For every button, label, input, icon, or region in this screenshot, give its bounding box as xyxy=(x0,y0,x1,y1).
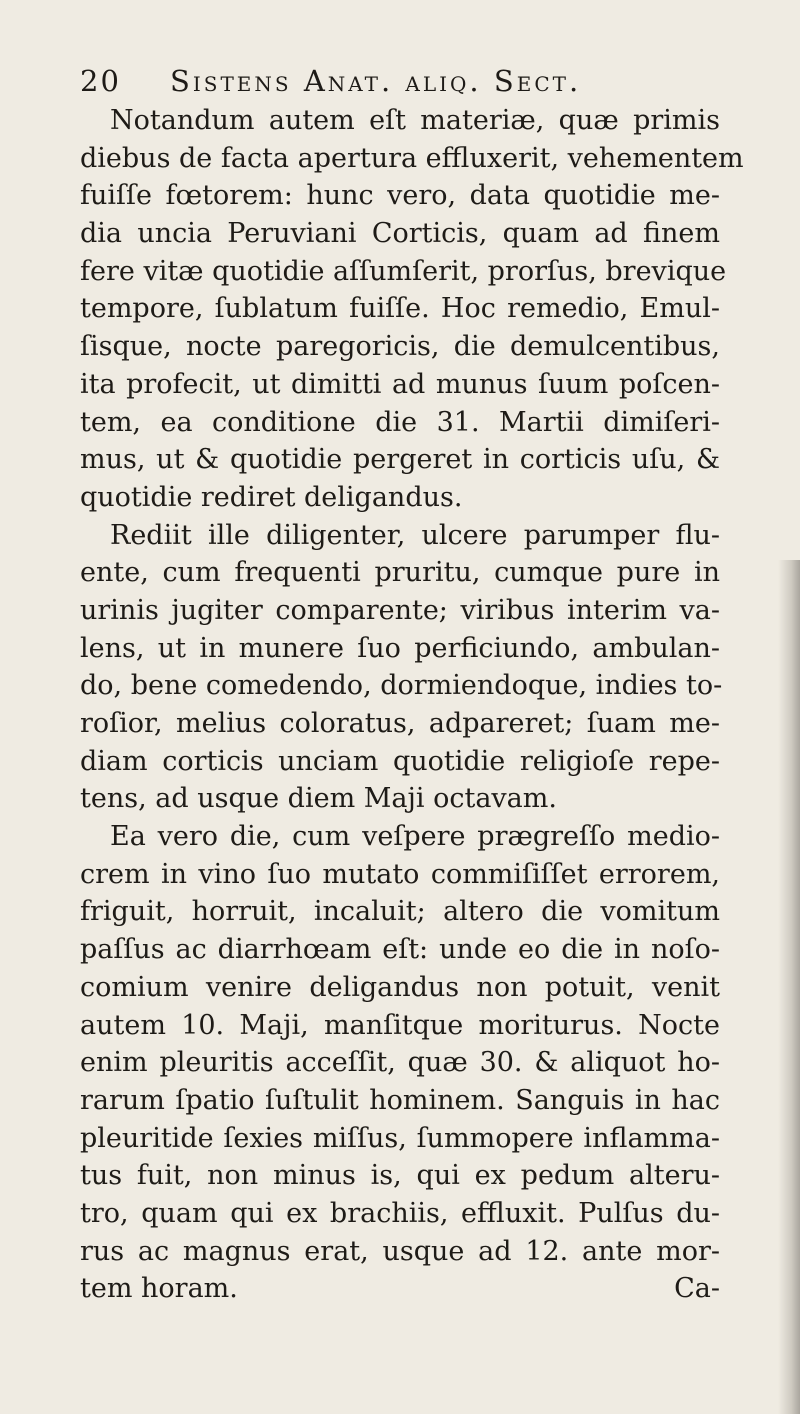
text-line: rus ac magnus erat, usque ad 12. ante mor- xyxy=(80,1235,720,1267)
text-line: Notandum autem eſt materiæ, quæ primis xyxy=(110,105,720,136)
text-line: tem, ea conditione die 31. Martii dimiſeri- xyxy=(80,406,720,438)
running-title: Sistens Anat. aliq. Sect. xyxy=(170,64,582,98)
text-line: do, bene comedendo, dormiendoque, indies to- xyxy=(80,670,723,702)
text-line: Ea vero die, cum veſpere prægreſſo medio- xyxy=(110,821,720,853)
text-line: diebus de facta apertura effluxerit, vehementem xyxy=(80,142,744,174)
text-line: friguit, horruit, incaluit; altero die vomitum xyxy=(80,896,720,928)
text-line: pleuritide ſexies miſſus, ſummopere inflamma- xyxy=(80,1122,720,1154)
text-line: paſſus ac diarrhœam eſt: unde eo die in noſo- xyxy=(80,934,720,966)
text-line: fere vitæ quotidie aſſumſerit, prorſus, brevique xyxy=(80,255,727,287)
text-line: rarum ſpatio ſuſtulit hominem. Sanguis in hac xyxy=(80,1084,720,1116)
text-line: tens, ad usque diem Maji octavam. xyxy=(80,783,557,815)
text-line: tus fuit, non minus is, qui ex pedum alteru- xyxy=(80,1160,720,1192)
body-text xyxy=(80,102,744,1308)
page-edge-shadow xyxy=(778,560,800,1414)
text-line: tro, quam qui ex brachiis, effluxit. Pulſus du- xyxy=(80,1197,720,1229)
running-header xyxy=(80,64,720,104)
text-line: fuiſſe fœtorem: hunc vero, data quotidie me- xyxy=(80,180,720,212)
text-line: urinis jugiter comparente; viribus interim va- xyxy=(80,594,720,626)
text-line: roſior, melius coloratus, adpareret; ſuam me- xyxy=(80,708,720,739)
text-line: diam corticis unciam quotidie religioſe repe- xyxy=(80,745,720,777)
text-line: lens, ut in munere ſuo perficiundo, ambulan- xyxy=(80,632,720,664)
text-line: comium venire deligandus non potuit, venit xyxy=(80,971,720,1003)
text-line: tem horam. xyxy=(80,1273,238,1305)
text-line: tempore, ſublatum fuiſſe. Hoc remedio, Emul- xyxy=(80,293,720,325)
text-line: enim pleuritis acceſſit, quæ 30. & aliquot ho- xyxy=(80,1047,720,1079)
catchword: Ca- xyxy=(674,1273,720,1305)
page-number: 20 xyxy=(80,64,121,98)
text-line: mus, ut & quotidie pergeret in corticis uſu, & xyxy=(80,444,720,476)
text-line: crem in vino ſuo mutato commiſiſſet errorem, xyxy=(80,858,720,890)
text-line: quotidie rediret deligandus. xyxy=(80,481,463,513)
text-line: dia uncia Peruviani Corticis, quam ad finem xyxy=(80,218,720,250)
text-line: ſisque, nocte paregoricis, die demulcentibus, xyxy=(80,331,720,363)
text-line: Rediit ille diligenter, ulcere parumper flu- xyxy=(110,519,720,551)
text-line: autem 10. Maji, manſitque moriturus. Nocte xyxy=(80,1009,720,1041)
text-line: ente, cum frequenti pruritu, cumque pure in xyxy=(80,557,720,589)
text-line: ita profecit, ut dimitti ad munus ſuum poſcen- xyxy=(80,368,720,400)
last-line xyxy=(80,1270,720,1308)
